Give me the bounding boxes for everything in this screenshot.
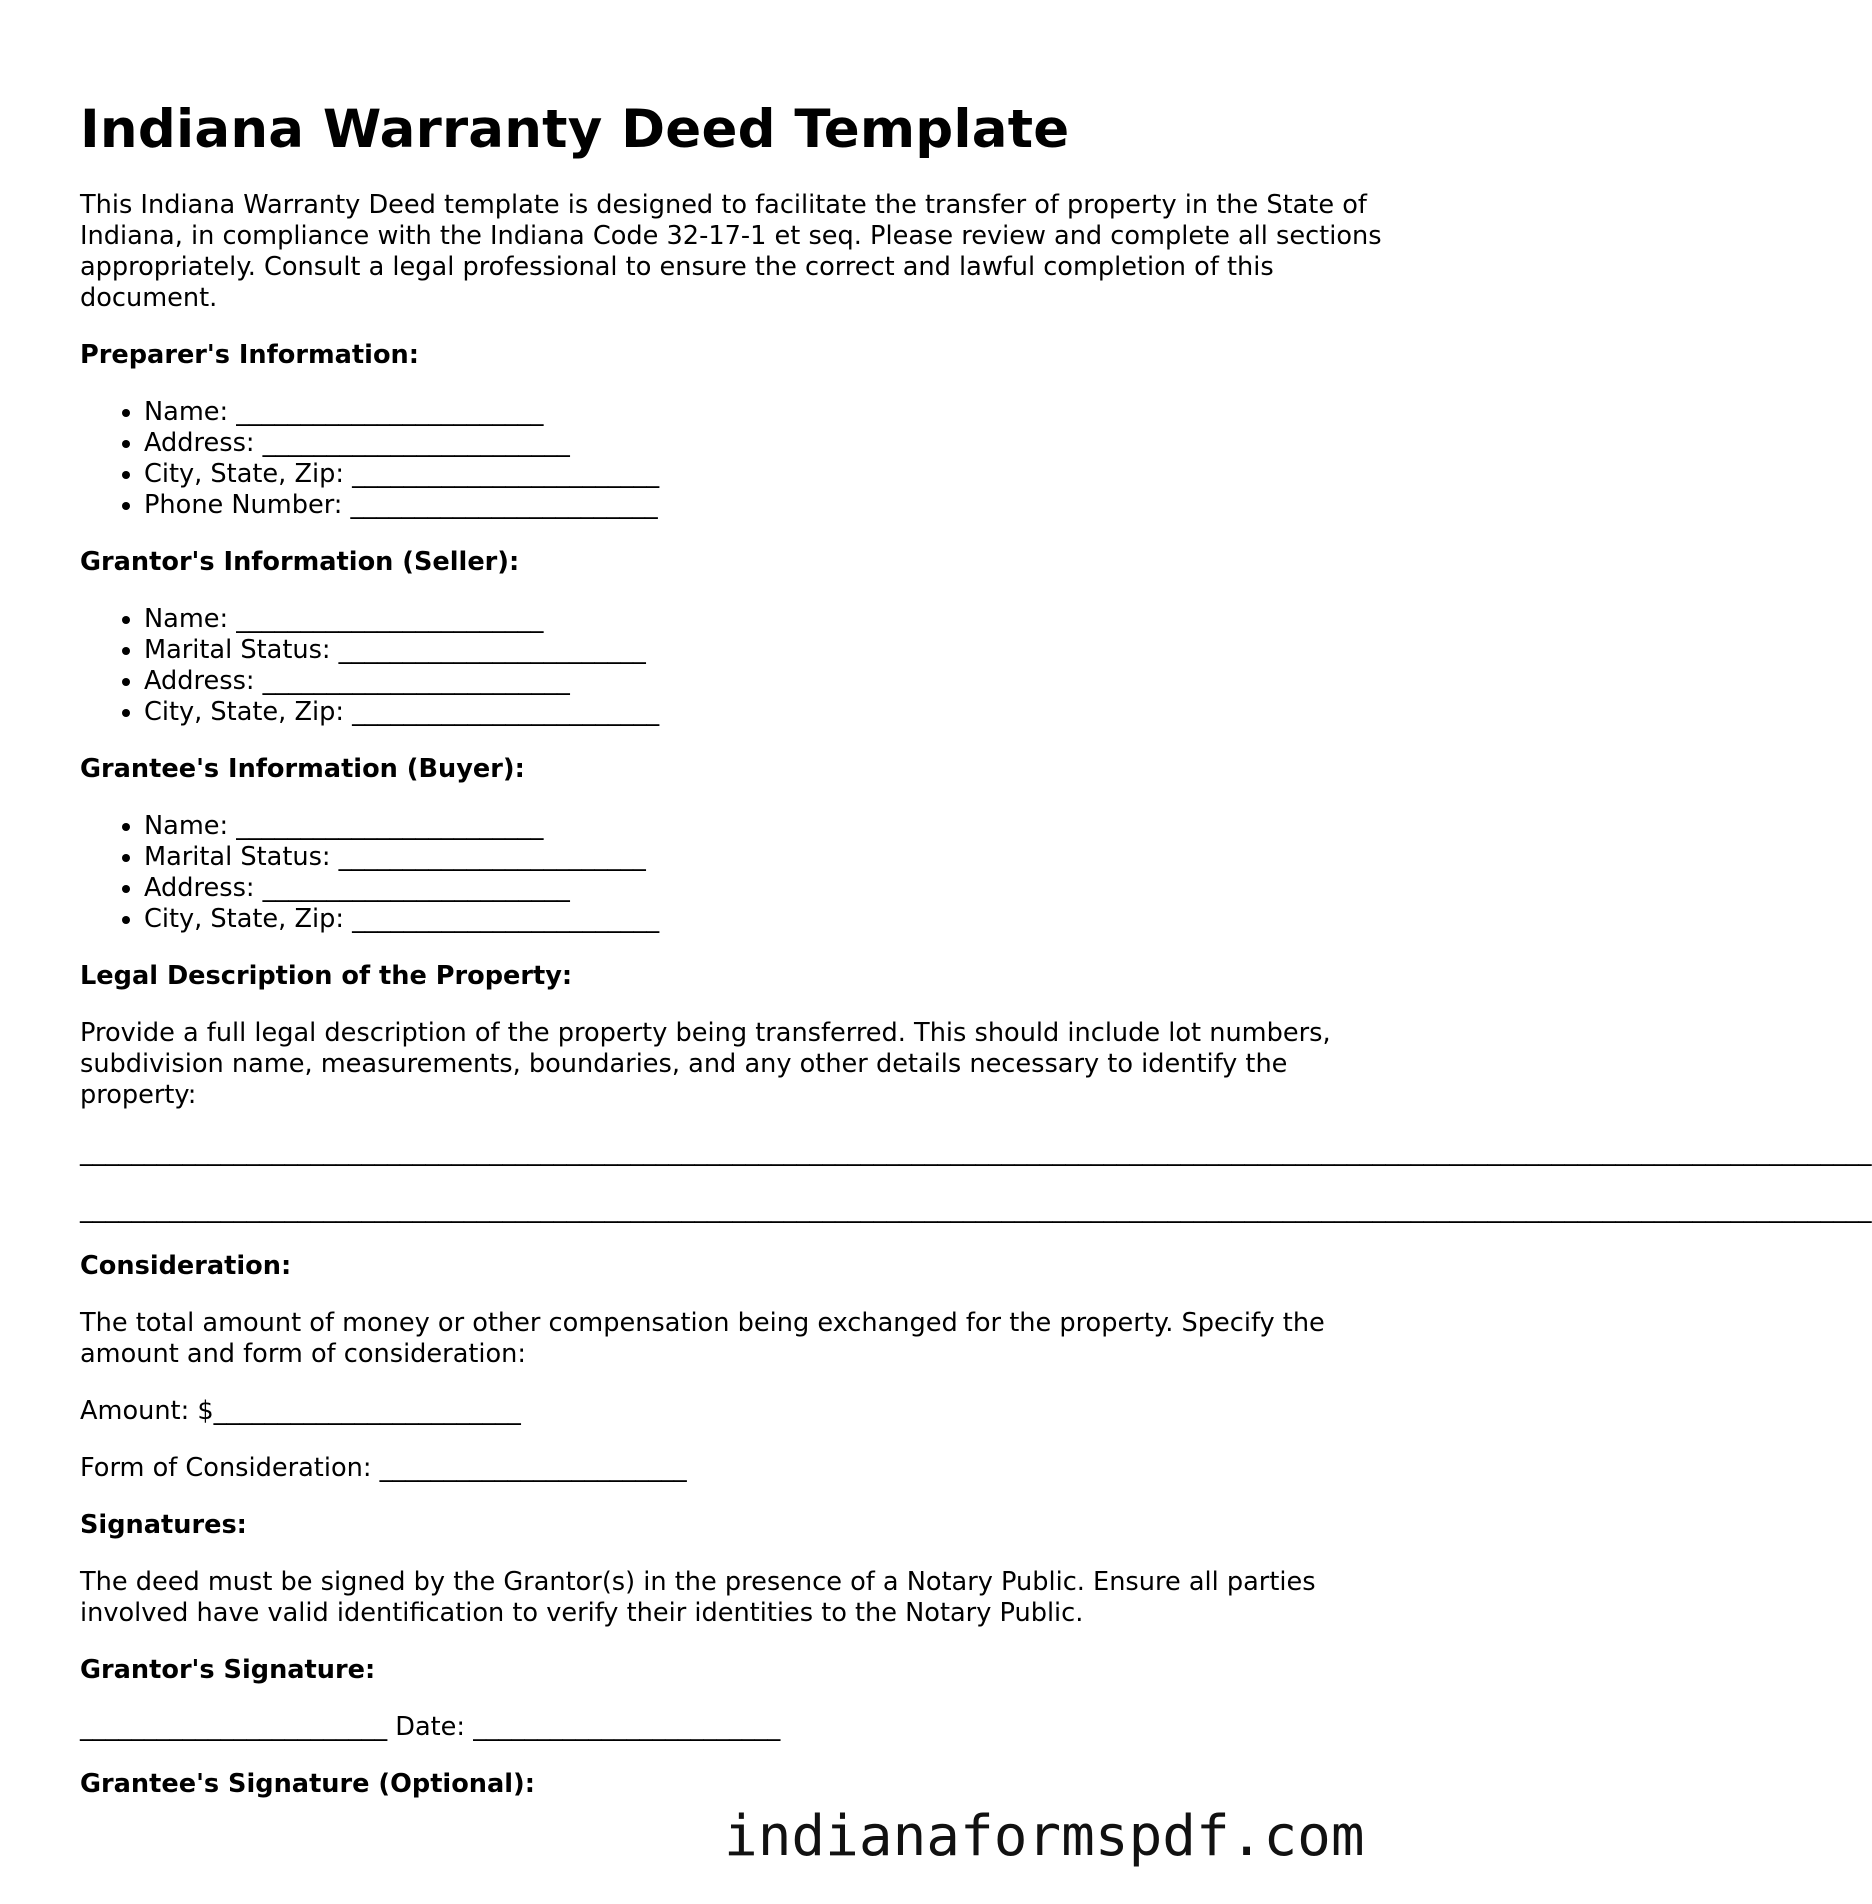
grantor-name-field: • Name: ________________________ (144, 604, 1410, 635)
preparer-list (80, 397, 1410, 521)
grantor-signature-heading: Grantor's Signature: (80, 1655, 376, 1685)
grantee-address-field: • Address: ________________________ (144, 873, 1410, 904)
site-watermark: indianaformspdf.com (724, 1804, 1365, 1869)
page-title: Indiana Warranty Deed Template (80, 99, 1070, 160)
intro-paragraph: This Indiana Warranty Deed template is designed to facilitate the transfer of property in the State of Indiana, in compliance with the Indiana Code 32-17-1 et seq. Please review and complete all sections appropriately. Consult a legal professional to ensure the correct and lawful completion of this document. (80, 190, 1382, 313)
grantor-address-field: • Address: ________________________ (144, 666, 1410, 697)
signatures-text: The deed must be signed by the Grantor(s) in the presence of a Notary Public. Ensure all parties involved have valid identification to verify their identities to the Notary Public. (80, 1567, 1316, 1628)
grantee-city-state-zip-field: • City, State, Zip: ________________________ (144, 904, 1410, 935)
grantee-list (80, 811, 1410, 935)
document-page (80, 92, 1872, 1826)
grantor-list (80, 604, 1410, 728)
grantor-heading: Grantor's Information (Seller): (80, 547, 520, 577)
consideration-form-field: Form of Consideration: ________________________ (80, 1453, 687, 1483)
signatures-heading: Signatures: (80, 1510, 247, 1540)
grantee-heading: Grantee's Information (Buyer): (80, 754, 525, 784)
preparer-address-field: • Address: ________________________ (144, 428, 1410, 459)
legal-description-heading: Legal Description of the Property: (80, 961, 573, 991)
preparer-name-field: • Name: ________________________ (144, 397, 1410, 428)
grantee-name-field: • Name: ________________________ (144, 811, 1410, 842)
legal-description-text: Provide a full legal description of the property being transferred. This should include lot numbers, subdivision name, measurements, boundaries, and any other details necessary to identify the property: (80, 1018, 1331, 1110)
grantee-signature-heading: Grantee's Signature (Optional): (80, 1769, 535, 1799)
preparer-phone-field: • Phone Number: ________________________ (144, 490, 1410, 521)
consideration-amount-field: Amount: $________________________ (80, 1396, 521, 1426)
preparer-heading: Preparer's Information: (80, 340, 419, 370)
grantor-marital-status-field: • Marital Status: ________________________ (144, 635, 1410, 666)
consideration-text: The total amount of money or other compensation being exchanged for the property. Specify the amount and form of consideration: (80, 1308, 1325, 1369)
preparer-city-state-zip-field: • City, State, Zip: ________________________ (144, 459, 1410, 490)
legal-description-line-2: ____________________________________________________________________________________________________________________________________________ (80, 1194, 1872, 1224)
grantee-marital-status-field: • Marital Status: ________________________ (144, 842, 1410, 873)
grantor-city-state-zip-field: • City, State, Zip: ________________________ (144, 697, 1410, 728)
legal-description-line-1: ____________________________________________________________________________________________________________________________________________ (80, 1137, 1872, 1167)
consideration-heading: Consideration: (80, 1251, 292, 1281)
grantor-signature-line: ________________________ Date: ________________________ (80, 1712, 781, 1742)
